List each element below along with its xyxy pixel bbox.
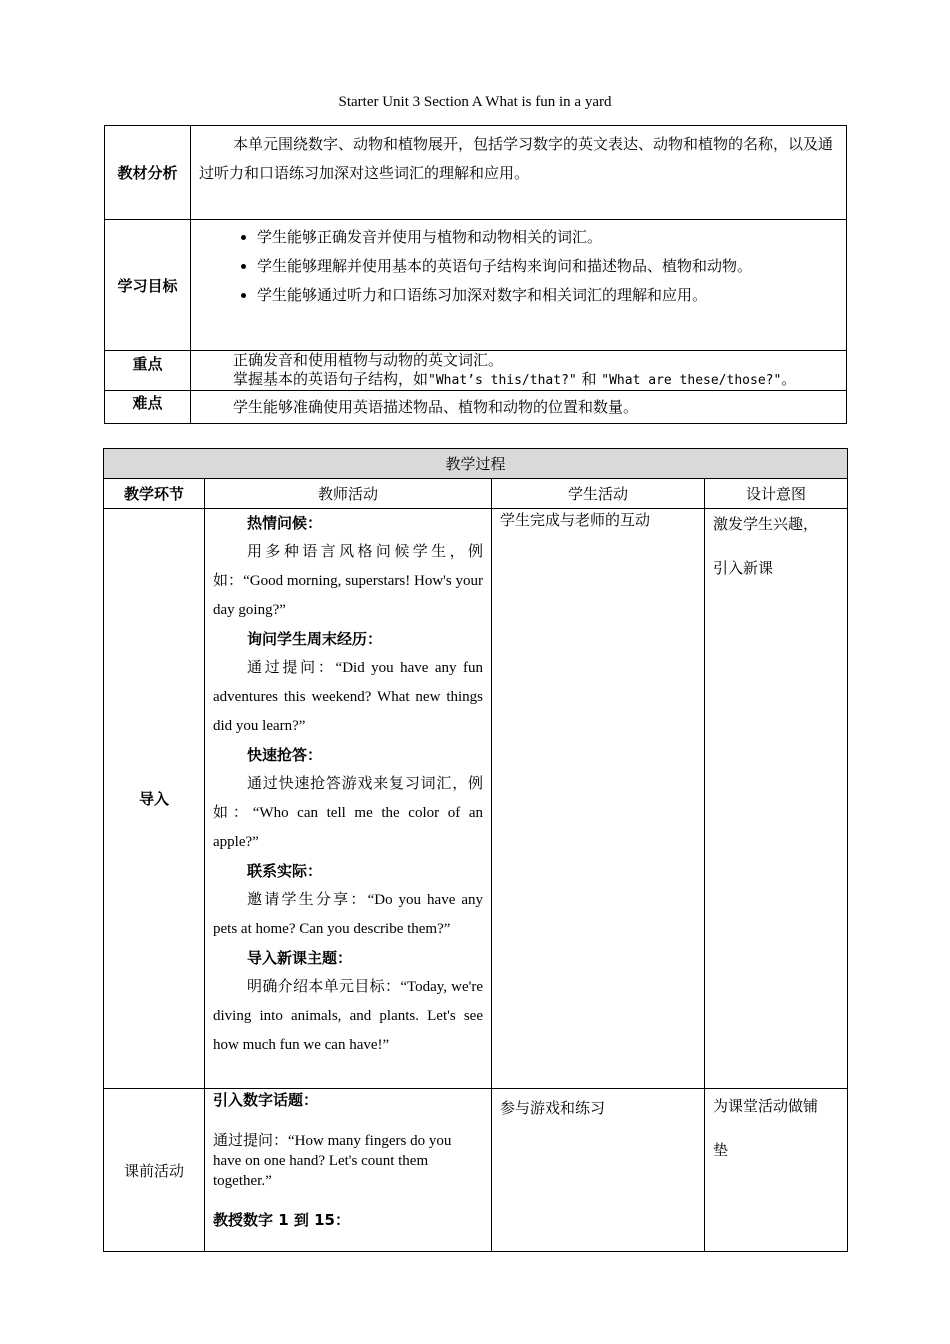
difficult-text: 学生能够准确使用英语描述物品、植物和动物的位置和数量。 (191, 391, 847, 424)
analysis-label: 教材分析 (105, 126, 191, 220)
goals-row (105, 220, 847, 351)
analysis-row (105, 126, 847, 220)
goal-item: • 学生能够正确发音并使用与植物和动物相关的词汇。 (257, 223, 846, 252)
teacher-activity-pre: 引入数字话题： 通过提问：“How many fingers do you have on one hand? Let's count them together.” 教授数字 1 到 15： (205, 1089, 492, 1252)
key-line-1: 正确发音和使用植物与动物的英文词汇。 (233, 351, 504, 369)
header-student: 学生活动 (492, 479, 705, 509)
intent-intro: 激发学生兴趣， 引入新课 (705, 509, 848, 1089)
difficult-row (105, 391, 847, 424)
student-activity-pre: 参与游戏和练习 (492, 1089, 705, 1252)
pre-row (104, 1089, 848, 1252)
process-title: 教学过程 (104, 449, 848, 479)
header-stage: 教学环节 (104, 479, 205, 509)
student-activity-intro: 学生完成与老师的互动 (492, 509, 705, 1089)
header-teacher: 教师活动 (205, 479, 492, 509)
intro-row (104, 509, 848, 1089)
key-row (105, 351, 847, 391)
info-table (104, 125, 847, 424)
difficult-label: 难点 (105, 391, 191, 424)
header-intent: 设计意图 (705, 479, 848, 509)
analysis-text: 本单元围绕数字、动物和植物展开，包括学习数字的英文表达、动物和植物的名称，以及通过听力和口语练习加深对这些词汇的理解和应用。 (199, 135, 834, 182)
stage-pre: 课前活动 (104, 1089, 205, 1252)
process-table (103, 448, 848, 1252)
key-line-2: 掌握基本的英语句子结构，如"What’s this/that?" 和 "What are these/those?"。 (233, 370, 797, 388)
teacher-activity-intro: 热情问候： 用多种语言风格问候学生，例如：“Good morning, superstars! How's your day going?” 询问学生周末经历： 通过提问：“Did you have any fun adventures this weekend? What new things did you learn?” 快速抢答： 通过快速抢答游戏来复习词汇，例如：“Who can tell me the color of an apple?” 联系实际： 邀请学生分享：“Do you have any pets at home? Can you describe them?” 导入新课主题： 明确介绍本单元目标：“Today, we're diving into animals, and plants. Let's see how much fun we can have!” (205, 509, 492, 1089)
goals-label: 学习目标 (105, 220, 191, 351)
header-row (104, 479, 848, 509)
stage-intro: 导入 (104, 509, 205, 1089)
goals-list (191, 223, 846, 310)
intent-pre: 为课堂活动做铺 垫 (705, 1089, 848, 1252)
goal-item: • 学生能够理解并使用基本的英语句子结构来询问和描述物品、植物和动物。 (257, 252, 846, 281)
goal-item: • 学生能够通过听力和口语练习加深对数字和相关词汇的理解和应用。 (257, 281, 846, 310)
key-label: 重点 (105, 351, 191, 391)
document-title: Starter Unit 3 Section A What is fun in a yard (338, 94, 612, 110)
